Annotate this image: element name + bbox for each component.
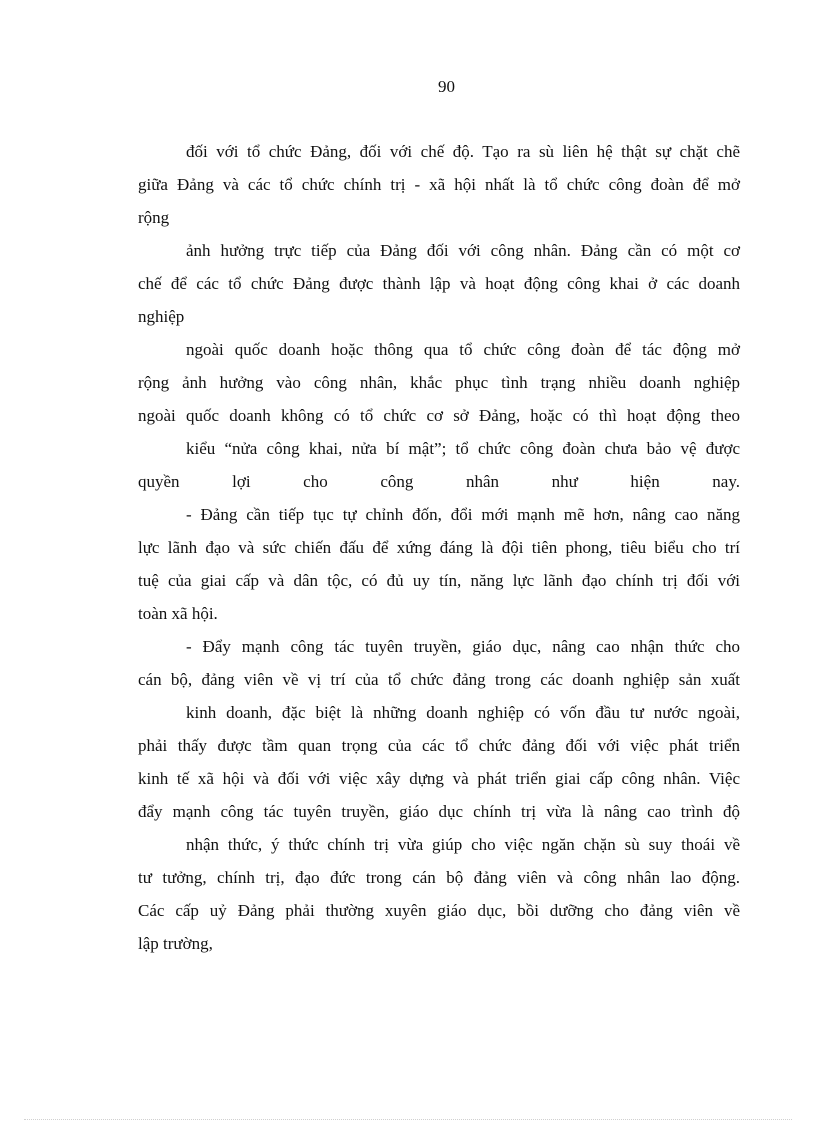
document-body [138,135,740,960]
text-line: ảnh hưởng trực tiếp của Đảng đối với công nhân. Đảng cần có một cơ [186,241,740,260]
text-line: quyền lợi cho công nhân như hiện nay. [138,472,740,491]
text-line: kinh doanh, đặc biệt là những doanh nghiệp có vốn đầu tư nước ngoài, [186,703,740,722]
text-line: rộng [138,208,170,227]
text-line: toàn xã hội. [138,604,218,623]
page-number: 90 [438,77,455,96]
text-line: lập trường, [138,934,213,953]
text-line: Các cấp uỷ Đảng phải thường xuyên giáo dục, bồi dưỡng cho đảng viên về [138,901,740,920]
text-line: ngoài quốc doanh không có tổ chức cơ sở Đảng, hoặc có thì hoạt động theo [138,406,740,425]
text-line: kinh tế xã hội và đối với việc xây dựng và phát triển giai cấp công nhân. Việc [138,769,740,788]
page-bottom-border [24,1119,792,1120]
text-line: ngoài quốc doanh hoặc thông qua tổ chức công đoàn để tác động mở [186,340,740,359]
text-line: lực lãnh đạo và sức chiến đấu để xứng đáng là đội tiên phong, tiêu biểu cho trí [138,538,740,557]
text-line: phải thấy được tầm quan trọng của các tổ chức đảng đối với việc phát triển [138,736,740,755]
text-line: - Đảng cần tiếp tục tự chỉnh đốn, đổi mới mạnh mẽ hơn, nâng cao năng [186,505,740,524]
text-line: đẩy mạnh công tác tuyên truyền, giáo dục chính trị vừa là nâng cao trình độ [138,802,740,821]
text-line: chế để các tổ chức Đảng được thành lập và hoạt động công khai ở các doanh [138,274,740,293]
text-line: rộng ảnh hưởng vào công nhân, khắc phục tình trạng nhiều doanh nghiệp [138,373,740,392]
text-line: nghiệp [138,307,185,326]
text-line: đối với tổ chức Đảng, đối với chế độ. Tạo ra sù liên hệ thật sự chặt chẽ [186,142,740,161]
text-line: cán bộ, đảng viên về vị trí của tổ chức đảng trong các doanh nghiệp sản xuất [138,670,740,689]
text-line: kiểu “nửa công khai, nửa bí mật”; tổ chức công đoàn chưa bảo vệ được [186,439,740,458]
text-line: tuệ của giai cấp và dân tộc, có đủ uy tín, năng lực lãnh đạo chính trị đối với [138,571,740,590]
text-line: nhận thức, ý thức chính trị vừa giúp cho việc ngăn chặn sù suy thoái về [186,835,740,854]
text-line: - Đẩy mạnh công tác tuyên truyền, giáo dục, nâng cao nhận thức cho [186,637,740,656]
text-line: giữa Đảng và các tổ chức chính trị - xã hội nhất là tổ chức công đoàn để mở [138,175,740,194]
text-line: tư tưởng, chính trị, đạo đức trong cán bộ đảng viên và công nhân lao động. [138,868,740,887]
